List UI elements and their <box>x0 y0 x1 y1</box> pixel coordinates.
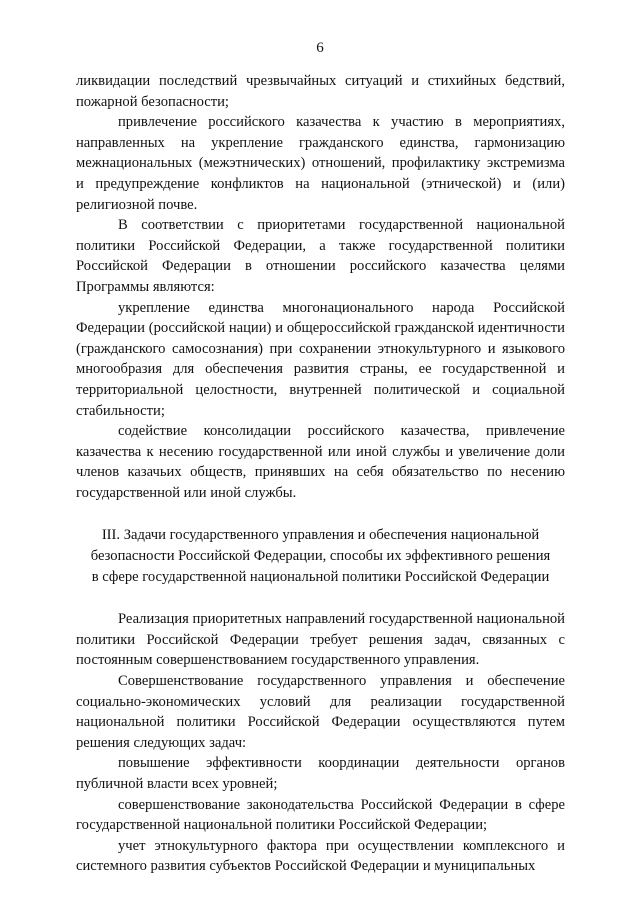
paragraph-task-ethnocultural: учет этнокультурного фактора при осуществлении комплексного и системного развития субъектов Российской Федерации и муниципальных <box>76 837 565 875</box>
document-body <box>76 71 565 877</box>
paragraph-task-legislation: совершенствование законодательства Российской Федерации в сфере государственной национальной политики Российской Федерации; <box>76 796 565 834</box>
paragraph-goal-cossack-consolidation: содействие консолидации российского казачества, привлечение казачества к несению государственной или иной службы и увеличение доли членов казачьих обществ, принявших на себя обязательство по несению государственной или иной службы. <box>76 423 565 501</box>
section-heading-line: безопасности Российской Федерации, способы их эффективного решения <box>90 548 551 565</box>
paragraph-continuation: ликвидации последствий чрезвычайных ситуаций и стихийных бедствий, пожарной безопасности; <box>76 73 565 110</box>
paragraph-cossack-involvement: привлечение российского казачества к участию в мероприятиях, направленных на укрепление гражданского единства, гармонизацию межнациональных (межэтнических) отношений, профилактику экстремизма и предупреждение конфликтов на национальной (этнической) и (или) религиозной почве. <box>76 114 565 213</box>
paragraph-task-coordination: повышение эффективности координации деятельности органов публичной власти всех уровней; <box>76 755 565 792</box>
section-heading-3 <box>76 525 565 587</box>
section-heading-line: III. Задачи государственного управления и обеспечения национальной <box>101 527 540 544</box>
section-heading-line: в сфере государственной национальной политики Российской Федерации <box>91 568 550 585</box>
paragraph-governance-improvement: Совершенствование государственного управления и обеспечение социально-экономических условий для реализации государственной национальной политики Российской Федерации осуществляются путем решения следующих задач: <box>76 673 565 751</box>
page-number: 6 <box>316 40 324 56</box>
paragraph-program-goals-intro: В соответствии с приоритетами государственной национальной политики Российской Федерации, а также государственной политики Российской Федерации в отношении российского казачества целями Программы являются: <box>76 217 565 295</box>
paragraph-goal-unity: укрепление единства многонационального народа Российской Федерации (российской нации) и общероссийской гражданской идентичности (гражданского самосознания) при сохранении этнокультурного и языкового многообразия для обеспечения развития страны, ее государственной и территориальной целостности, внутренней политической и социальной стабильности; <box>76 299 565 419</box>
paragraph-implementation: Реализация приоритетных направлений государственной национальной политики Российской Федерации требует решения задач, связанных с постоянным совершенствованием государственного управления. <box>76 611 565 669</box>
